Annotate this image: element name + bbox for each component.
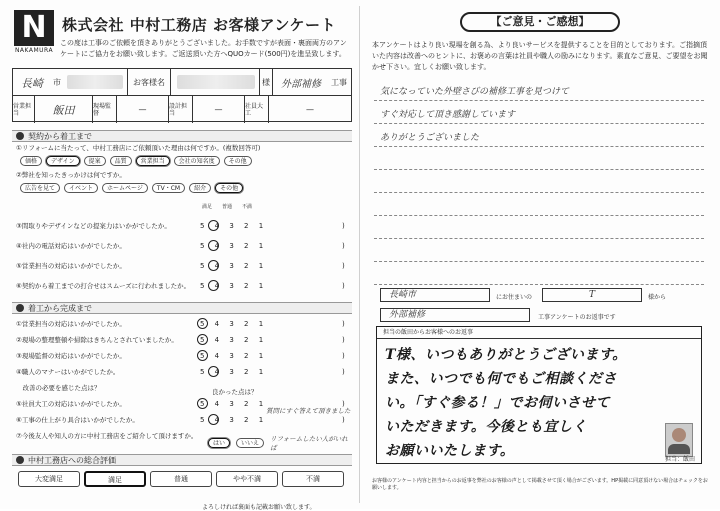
front-page: [12, 8, 352, 511]
section-construction: [12, 302, 352, 314]
reply-recipient-row: [372, 288, 708, 306]
rating-question: ③現場監督の対応はいかがでしたか。: [16, 352, 126, 360]
comment-line: ありがとうございました: [374, 124, 704, 147]
rating-question: ⑤営業担当の対応はいかがでしたか。: [16, 262, 126, 270]
scale-header: [200, 203, 254, 210]
reply-header: 担当の飯田からお客様へのお返事: [377, 327, 701, 339]
option-chip[interactable]: 営業担当: [136, 156, 170, 166]
comment-line-empty: [374, 262, 704, 285]
rating-bracket-close: ): [342, 368, 345, 376]
rating-bracket-close: ): [342, 320, 345, 328]
overall-option[interactable]: 満足: [84, 471, 146, 487]
comment-line-empty: [374, 147, 704, 170]
rating-scale[interactable]: 5 4 3 2 1: [200, 400, 268, 408]
selected-rating-circle: [208, 240, 219, 251]
staff-photo: [665, 423, 693, 457]
comment-line-empty: [374, 170, 704, 193]
staff-reply-box: [376, 326, 702, 464]
rating-bracket-close: ): [342, 242, 345, 250]
comments-intro: 本アンケートはより良い現場を創る為、より良いサービスを提供することを目的としております。ご指摘頂いた内容は改善へのヒントに、お褒めの言葉は社員や職人の励みになります。素直なご意見、ご要望をお聞かせ下さい。宜しくお願い致します。: [372, 41, 708, 71]
customer-label: お客様名: [127, 69, 171, 96]
selected-rating-circle: [208, 366, 219, 377]
city-suffix: 市: [53, 78, 61, 87]
carpenter-value: —: [306, 105, 314, 114]
option-chip[interactable]: イベント: [64, 183, 98, 193]
scale-header-bad: 不満: [241, 204, 252, 210]
left-footer: よろしければ裏面も記載お願い致します。: [202, 504, 316, 511]
recipient-initial: T: [542, 288, 642, 302]
section-construction-title: 着工から完成まで: [28, 304, 92, 313]
rating-question: ③間取りやデザインなどの提案力はいかがでしたか。: [16, 222, 171, 230]
rating-scale[interactable]: 5 4 3 2 1: [200, 242, 268, 250]
rating-question: ⑦今後友人や知人の方に中村工務店をご紹介して頂けますか。: [16, 432, 198, 440]
option-chip[interactable]: その他: [224, 156, 252, 166]
staff-name: 担当：飯田: [664, 456, 695, 463]
comment-line-empty: [374, 216, 704, 239]
rating-question: ②現場の整理整頓や掃除はきちんとされていましたか。: [16, 336, 178, 344]
section-contract: [12, 130, 352, 142]
recipient-city: 長崎市: [380, 288, 490, 302]
reply-line: い。「すぐ参る！」でお伺いさせて: [385, 395, 610, 411]
good-point-label: 良かった点は？: [212, 388, 258, 396]
survey-intro: この度は工事のご依頼を頂きありがとうございました。お手数ですが表面・裏面両方のアンケートにご協力をお願い致します。ご返送頂いた方へQUOカード(500円)を進呈致します。: [60, 39, 347, 58]
work-suffix: 工事: [331, 78, 347, 87]
sales-value: 飯田: [35, 96, 93, 123]
option-chip[interactable]: 提案: [84, 156, 106, 166]
design-value: —: [193, 96, 245, 123]
section-contract-title: 契約から着工まで: [28, 132, 92, 141]
option-chip[interactable]: TV・CM: [152, 183, 185, 193]
q7-yes[interactable]: はい: [208, 438, 230, 448]
selected-rating-circle: [197, 398, 208, 409]
rating-scale[interactable]: 5 4 3 2 1: [200, 222, 268, 230]
overall-option[interactable]: 大変満足: [18, 471, 80, 487]
q5-note: 質問にすぐ答えて頂きました: [266, 407, 351, 415]
rating-bracket-close: ): [342, 282, 345, 290]
q1-text: ①リフォームに当たって、中村工務店にご依頼頂いた理由は何ですか。(複数回答可): [16, 144, 261, 152]
scale-header-normal: 普通: [221, 204, 232, 210]
selected-rating-circle: [197, 318, 208, 329]
back-page: [368, 8, 710, 503]
option-chip[interactable]: 価格: [20, 156, 42, 166]
rating-bracket-close: ): [342, 222, 345, 230]
rating-question: ⑥契約から着工までの打合せはスムーズに行われましたか。: [16, 282, 191, 290]
rating-bracket-close: ): [342, 416, 345, 424]
q1-options: [20, 156, 252, 166]
comment-line: すぐ対応して頂き感謝しています: [374, 101, 704, 124]
q2-text: ②弊社を知ったきっかけは何ですか。: [16, 171, 126, 179]
reply-line: T様、いつもありがとうございます。: [385, 347, 627, 363]
rating-scale[interactable]: 5 4 3 2 1: [200, 336, 268, 344]
sama-label: 様: [259, 69, 273, 96]
redacted-area: [67, 75, 123, 89]
selected-rating-circle: [208, 260, 219, 271]
scale-header-good: 満足: [201, 204, 212, 210]
comment-line-empty: [374, 239, 704, 262]
redacted-name: [177, 75, 255, 89]
rating-bracket-close: ): [342, 352, 345, 360]
selected-rating-circle: [197, 350, 208, 361]
reply-work: 外部補修: [380, 308, 530, 322]
reply-line: また、いつでも何でもご相談くださ: [385, 371, 617, 387]
overall-rating-options: [18, 471, 344, 487]
option-chip[interactable]: 品質: [110, 156, 132, 166]
rating-question: ⑥工事の仕上がり具合はいかがでしたか。: [16, 416, 139, 424]
sales-label: 営業担当: [13, 96, 35, 123]
option-chip[interactable]: 広告を見て: [20, 183, 60, 193]
q7-no[interactable]: いいえ: [236, 438, 264, 448]
rating-scale[interactable]: 5 4 3 2 1: [200, 352, 268, 360]
reply-line: いただきます。今後とも宜しく: [385, 419, 587, 435]
comment-line-empty: [374, 193, 704, 216]
section-overall: [12, 454, 352, 466]
option-chip[interactable]: 会社の知名度: [174, 156, 220, 166]
site-label: 現場監督: [93, 96, 117, 123]
section-overall-title: 中村工務店への総合評価: [28, 456, 116, 465]
comments-header: 【ご意見・ご感想】: [460, 12, 620, 32]
rating-question: ④社内の電話対応はいかがでしたか。: [16, 242, 126, 250]
site-value: —: [117, 96, 169, 123]
reply-text: [377, 339, 701, 467]
reply-line: お願いいたします。: [385, 443, 515, 459]
rating-scale[interactable]: 5 4 3 2 1: [200, 368, 268, 376]
option-chip[interactable]: デザイン: [46, 156, 80, 166]
company-logo: [14, 10, 54, 56]
overall-option[interactable]: 不満: [282, 471, 344, 487]
rating-bracket-close: ): [342, 336, 345, 344]
option-chip[interactable]: 紹介: [189, 183, 211, 193]
rating-scale[interactable]: 5 4 3 2 1: [200, 262, 268, 270]
rating-question: 改善の必要を感じた点は？: [16, 384, 101, 392]
overall-option[interactable]: 普通: [150, 471, 212, 487]
rating-scale[interactable]: 5 4 3 2 1: [200, 320, 268, 328]
rating-scale[interactable]: 5 4 3 2 1: [200, 416, 268, 424]
city-value: 長崎: [21, 76, 43, 90]
right-footer: お客様のアンケート内容と担当からのお返事を弊社のお客様の声として掲載させて頂く場合がございます。HP掲載に同意頂けない場合はチェックをお願いします。: [372, 478, 708, 491]
option-chip[interactable]: ホームページ: [102, 183, 148, 193]
logo-mark: N: [14, 10, 54, 46]
customer-info-table: [12, 68, 352, 122]
q7-answer: [208, 434, 352, 452]
design-label: 設計担当: [169, 96, 193, 123]
work-value: 外部補修: [281, 79, 321, 90]
survey-title: 株式会社 中村工務店 お客様アンケート: [62, 16, 337, 34]
overall-option[interactable]: やや不満: [216, 471, 278, 487]
rating-question: ①営業担当の対応はいかがでしたか。: [16, 320, 126, 328]
selected-rating-circle: [208, 220, 219, 231]
option-chip[interactable]: その他: [215, 183, 243, 193]
residence-label: にお住まいの: [496, 294, 533, 301]
rating-bracket-close: ): [342, 400, 345, 408]
rating-scale[interactable]: 5 4 3 2 1: [200, 282, 268, 290]
rating-question: ④職人のマナーはいかがでしたか。: [16, 368, 120, 376]
selected-rating-circle: [197, 334, 208, 345]
q2-options: [20, 183, 243, 193]
sama-from-label: 様から: [648, 294, 667, 301]
q7-note: リフォームしたい人がいれば: [270, 435, 348, 452]
comment-line: 気になっていた外壁さびの補修工事を見つけて: [374, 78, 704, 101]
reply-work-row: [372, 308, 708, 326]
fold-line: [359, 6, 360, 503]
comment-lines: [374, 78, 704, 285]
selected-rating-circle: [208, 280, 219, 291]
rating-bracket-close: ): [342, 262, 345, 270]
selected-rating-circle: [208, 414, 219, 425]
reply-work-label: 工事アンケートのお返事です: [538, 314, 616, 321]
carpenter-label: 社員大工: [245, 96, 269, 123]
rating-question: ⑤社員大工の対応はいかがでしたか。: [16, 400, 126, 408]
logo-text: NAKAMURA: [14, 47, 54, 54]
